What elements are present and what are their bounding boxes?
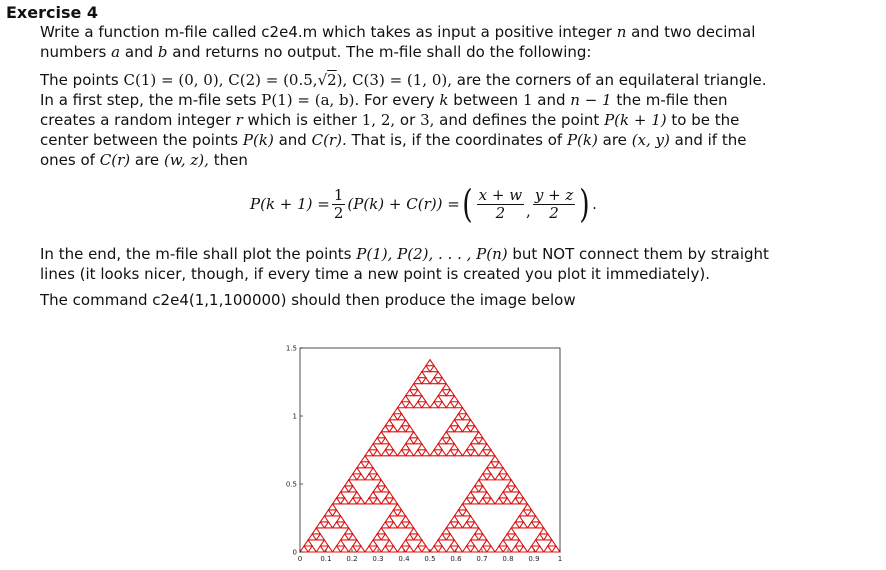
p2-text: are bbox=[134, 151, 160, 169]
math-one: 1 bbox=[522, 91, 533, 109]
exercise-heading: Exercise 4 bbox=[6, 3, 99, 22]
var-b: b bbox=[157, 43, 168, 61]
math-c3: C(3) = (1, 0), bbox=[352, 71, 453, 89]
p2-text: center between the points bbox=[40, 131, 239, 149]
y-tick-label: 0.5 bbox=[285, 480, 297, 489]
eq-frac-x bbox=[477, 187, 524, 222]
p2-text: ones of bbox=[40, 151, 95, 169]
p2-text: That is, if the coordinates of bbox=[351, 131, 563, 149]
var-a: a bbox=[111, 43, 121, 61]
eq-close-paren: ) bbox=[579, 182, 590, 226]
eq-frac-y-den: 2 bbox=[549, 203, 559, 222]
math-c2-close: ), bbox=[336, 71, 348, 89]
math-c1: C(1) = (0, 0), bbox=[123, 71, 224, 89]
math-points: P(1), P(2), . . . , P(n) bbox=[356, 245, 508, 263]
math-cr: C(r). bbox=[311, 131, 347, 149]
math-n-minus-1: n − 1 bbox=[570, 91, 612, 109]
var-k: k bbox=[439, 91, 449, 109]
p2-text: the m-file then bbox=[616, 91, 728, 109]
p3-text: lines (it looks nicer, though, if every time a new point is created you plot it immediately). bbox=[40, 265, 710, 283]
intro-text-2: and two decimal bbox=[631, 23, 756, 41]
var-n: n bbox=[616, 23, 627, 41]
intro-text-1: Write a function m-file called c2e4.m which takes as input a positive integer bbox=[40, 23, 612, 41]
eq-half-den: 2 bbox=[333, 203, 344, 222]
math-cr: C(r) bbox=[99, 151, 131, 169]
p2-text: and if the bbox=[674, 131, 747, 149]
p2-text: and defines the point bbox=[439, 111, 600, 129]
math-vals: 1, 2, bbox=[361, 111, 396, 129]
p3-text: In the end, the m-file shall plot the points bbox=[40, 245, 352, 263]
command-paragraph: The command c2e4(1,1,100000) should then produce the image below bbox=[40, 291, 576, 309]
math-p1: P(1) = (a, b). bbox=[261, 91, 360, 109]
intro-text-3: numbers bbox=[40, 43, 107, 61]
math-pk1: P(k + 1) bbox=[604, 111, 667, 129]
p2-text: In a first step, the m-file sets bbox=[40, 91, 257, 109]
x-tick-label: 0.3 bbox=[372, 555, 384, 563]
y-tick-label: 0 bbox=[292, 548, 297, 557]
intro-text-and: and bbox=[124, 43, 154, 61]
eq-frac-x-num: x + w bbox=[478, 185, 523, 204]
math-c2: C(2) = (0.5, bbox=[228, 71, 318, 89]
p2-text: which is either bbox=[247, 111, 357, 129]
p2-text: or bbox=[399, 111, 416, 129]
x-tick-label: 0.8 bbox=[502, 555, 514, 563]
x-tick-label: 1 bbox=[557, 555, 563, 563]
x-tick-label: 0.2 bbox=[346, 555, 358, 563]
x-tick-label: 0.5 bbox=[424, 555, 436, 563]
var-r: r bbox=[235, 111, 243, 129]
p2-text: and bbox=[537, 91, 566, 109]
eq-mid: (P(k) + C(r)) = bbox=[347, 195, 460, 213]
math-wz: (w, z), bbox=[163, 151, 209, 169]
x-tick-label: 0.9 bbox=[528, 555, 540, 563]
eq-period: . bbox=[592, 195, 597, 213]
eq-half bbox=[332, 187, 346, 222]
sierpinski-plot bbox=[270, 340, 590, 565]
math-sqrt2: 2 bbox=[327, 71, 337, 89]
p2-text: to be the bbox=[671, 111, 740, 129]
p2-text: are bbox=[602, 131, 627, 149]
x-tick-label: 0.1 bbox=[320, 555, 332, 563]
math-pk: P(k) bbox=[566, 131, 598, 149]
intro-paragraph bbox=[40, 22, 830, 62]
p2-text: and bbox=[278, 131, 307, 149]
math-pk: P(k) bbox=[242, 131, 274, 149]
p2-text: The points bbox=[40, 71, 119, 89]
eq-frac-y bbox=[533, 187, 575, 222]
eq-comma: , bbox=[526, 202, 531, 220]
intro-text-4: and returns no output. The m-file shall do the following: bbox=[172, 43, 592, 61]
eq-frac-y-num: y + z bbox=[534, 185, 574, 204]
x-tick-label: 0.4 bbox=[398, 555, 410, 563]
p2-text: then bbox=[213, 151, 248, 169]
p2-text: between bbox=[453, 91, 519, 109]
y-tick-label: 1.5 bbox=[285, 344, 297, 353]
x-tick-label: 0 bbox=[297, 555, 303, 563]
p2-text: For every bbox=[364, 91, 435, 109]
eq-frac-x-den: 2 bbox=[495, 203, 506, 222]
y-tick-label: 1 bbox=[292, 412, 297, 421]
display-equation bbox=[250, 180, 597, 228]
p2-text: creates a random integer bbox=[40, 111, 231, 129]
math-xy: (x, y) bbox=[631, 131, 670, 149]
plot-instruction-paragraph bbox=[40, 244, 830, 284]
p3-text: but NOT connect them by straight bbox=[512, 245, 769, 263]
eq-lhs: P(k + 1) = bbox=[250, 195, 330, 213]
math-three: 3, bbox=[420, 111, 435, 129]
p2-text: are the corners of an equilateral triangle. bbox=[456, 71, 767, 89]
description-paragraph: The points C(1) = (0, 0), C(2) = (0.5,√2), C(3) = (1, 0), are the corners of an equilateral triangle. In a first step, the m-file sets P(1) = (a, b). For every k between 1 and n − 1 the m-file then creates a random integer r which is either 1, 2, or 3, and defines the point P(k + 1) to be the center between the points P(k) and C(r). That is, if the coordinates of P(k) are (x, y) and if the ones of C(r) are (w, z), then bbox=[40, 71, 767, 169]
eq-half-num: 1 bbox=[333, 185, 344, 204]
eq-open-paren: ( bbox=[462, 182, 473, 226]
x-tick-label: 0.7 bbox=[476, 555, 488, 563]
x-tick-label: 0.6 bbox=[450, 555, 462, 563]
